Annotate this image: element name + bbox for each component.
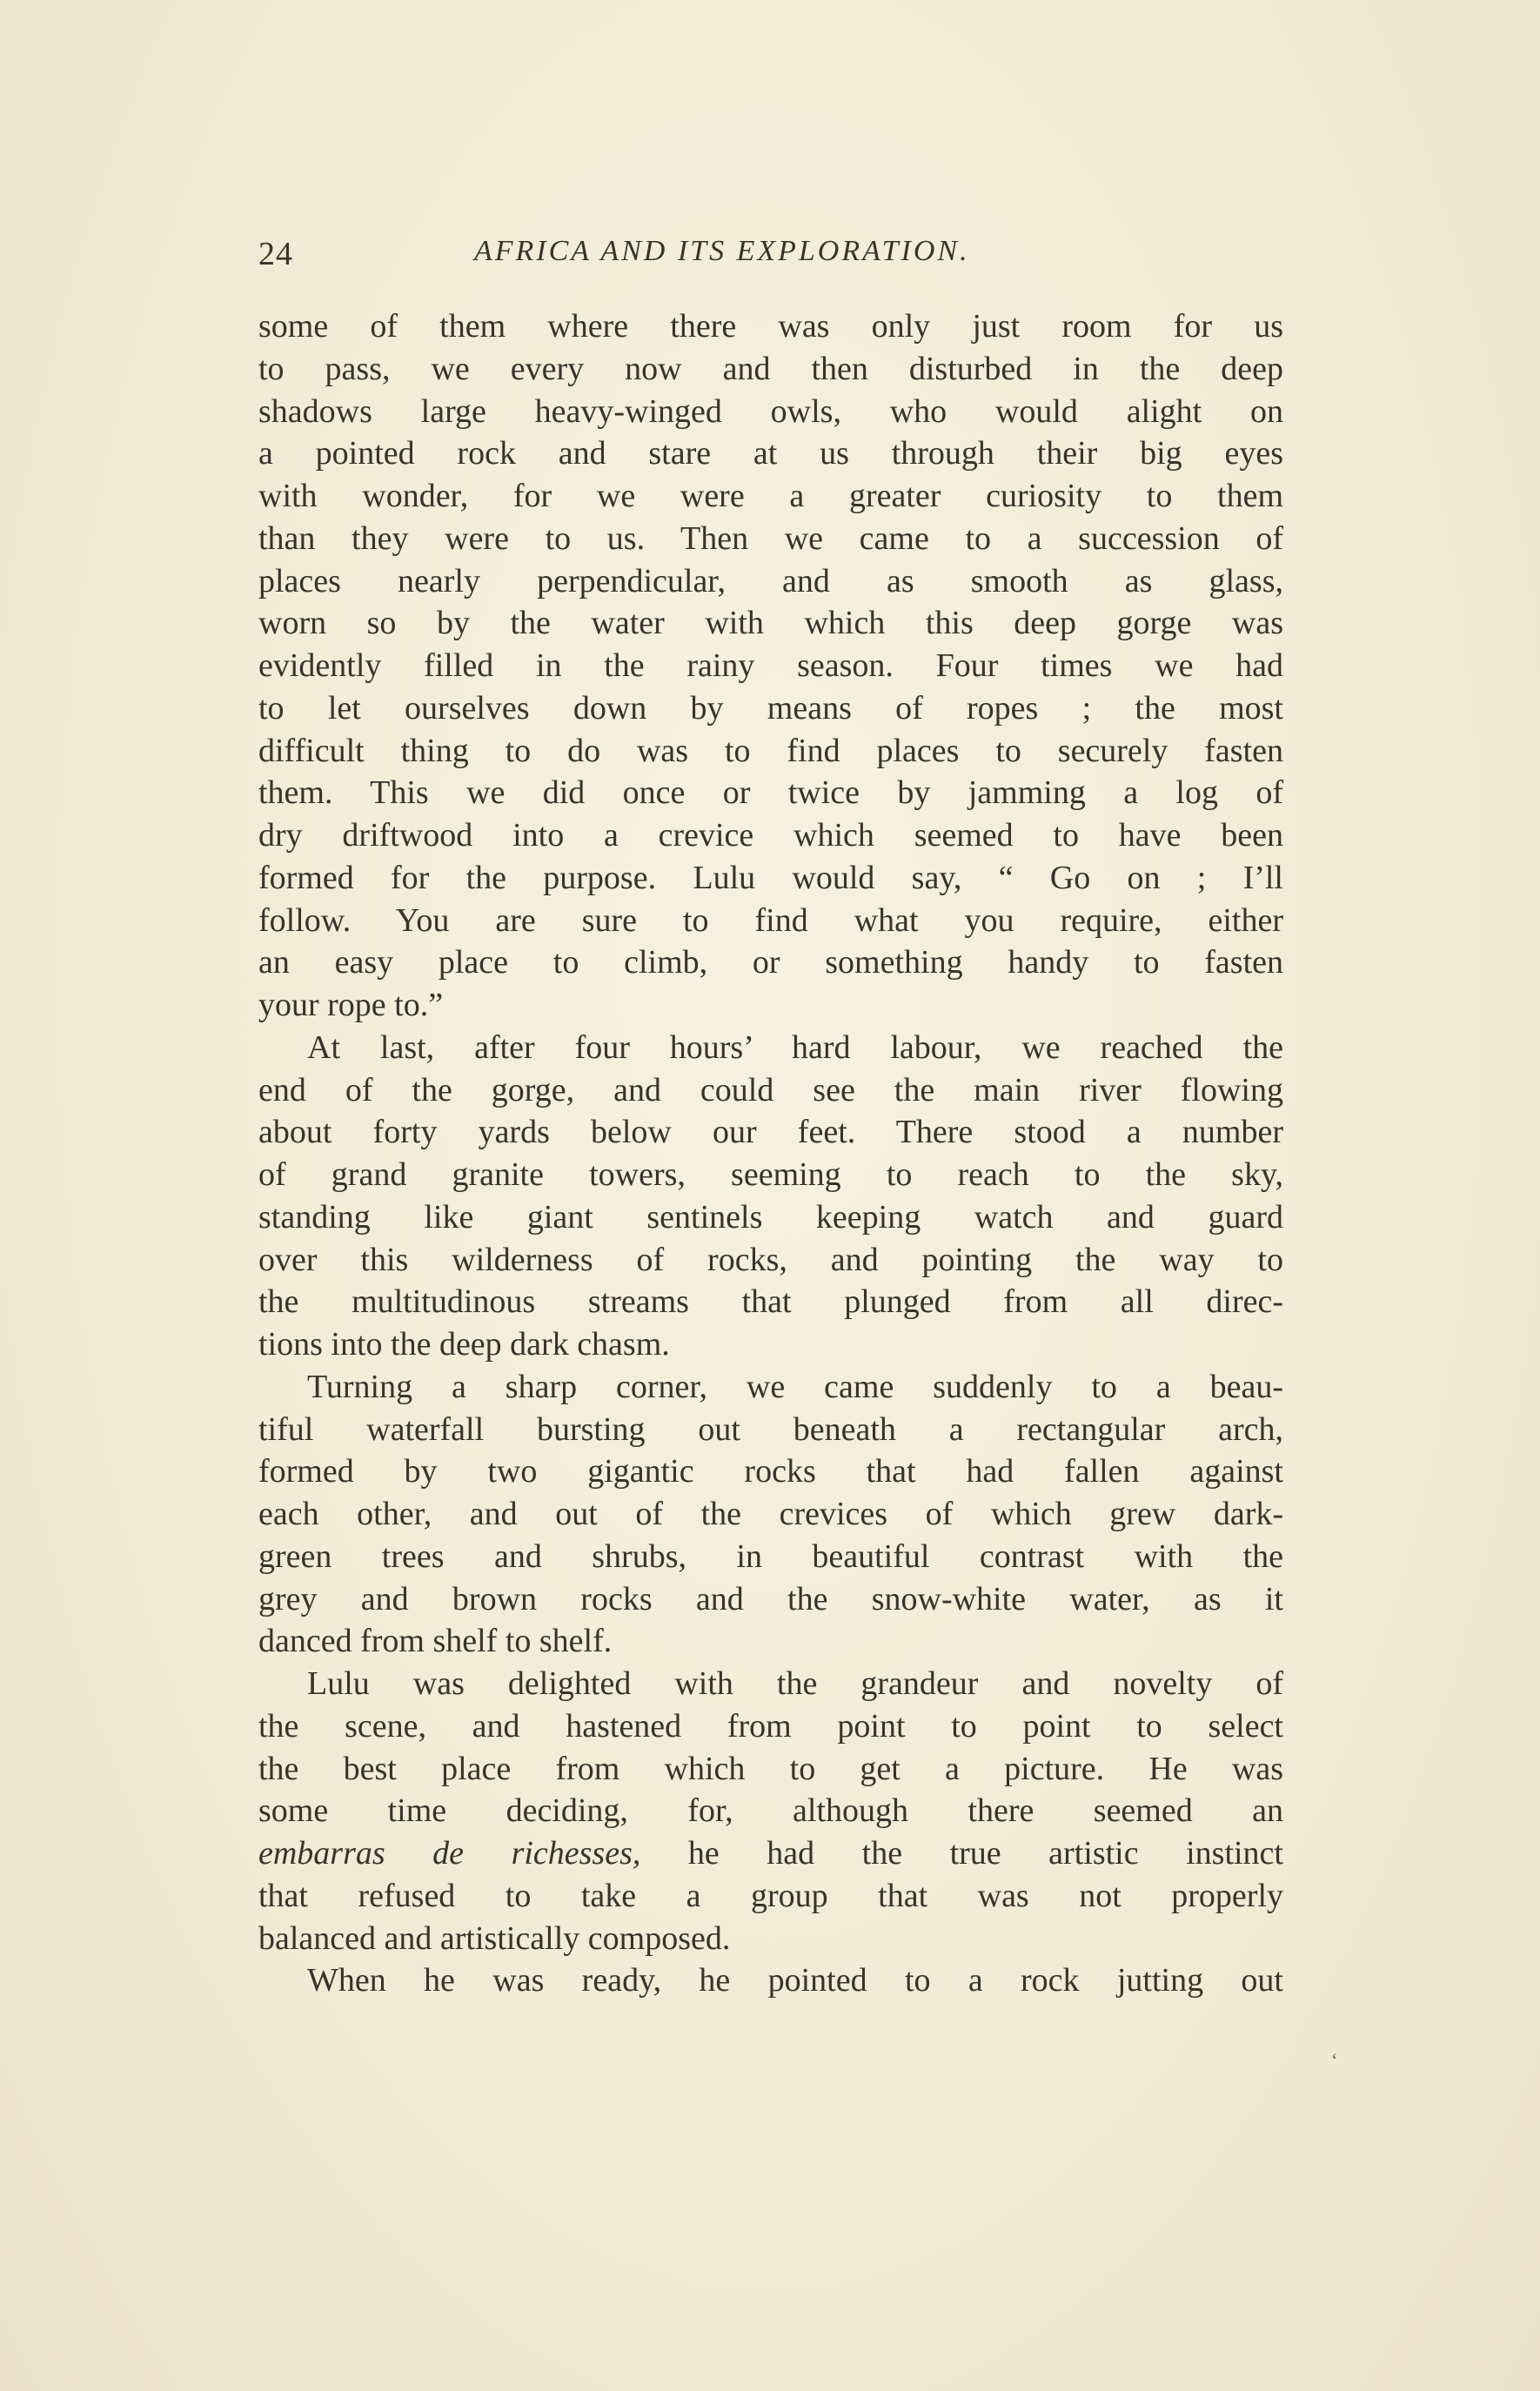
text-line: shadows large heavy-winged owls, who would alight on (258, 392, 1283, 430)
text-line: each other, and out of the crevices of which grew dark- (258, 1496, 1283, 1532)
text-line: balanced and artistically composed. (258, 1919, 731, 1957)
text-line: tiful waterfall bursting out beneath a rectangular arch, (258, 1410, 1283, 1448)
running-head: AFRICA AND ITS EXPLORATION. (474, 235, 970, 267)
text-line: evidently filled in the rainy season. Four times we had (258, 647, 1283, 684)
text-line: end of the gorge, and could see the main river flowing (258, 1071, 1283, 1108)
text-line: than they were to us. Then we came to a succession of (258, 519, 1283, 557)
text-line: to pass, we every now and then disturbed in the deep (258, 350, 1283, 387)
text-line-rest: he had the true artistic instinct (687, 1835, 1283, 1872)
text-line: worn so by the water with which this deep gorge was (258, 605, 1283, 642)
text-line: green trees and shrubs, in beautiful contrast with the (258, 1537, 1283, 1575)
margin-mark: ‘ (1331, 2049, 1338, 2071)
text-line: formed by two gigantic rocks that had fallen against (258, 1453, 1283, 1490)
text-line: to let ourselves down by means of ropes ; the most (258, 689, 1283, 727)
italic-phrase: embarras de richesses, (258, 1835, 641, 1872)
page-number: 24 (258, 236, 293, 272)
text-line: formed for the purpose. Lulu would say, “ Go on ; I’ll (258, 859, 1283, 896)
page-header (258, 235, 1283, 284)
body-text (258, 305, 1283, 2002)
text-line: the multitudinous streams that plunged from all direc- (258, 1283, 1283, 1321)
text-line: an easy place to climb, or something handy to fasten (258, 944, 1283, 981)
text-line: grey and brown rocks and the snow-white water, as it (258, 1580, 1283, 1617)
text-line: difficult thing to do was to find places to securely fasten (258, 732, 1283, 769)
text-line: tions into the deep dark chasm. (258, 1326, 670, 1363)
text-line: with wonder, for we were a greater curiosity to them (258, 478, 1283, 514)
text-line: places nearly perpendicular, and as smooth as glass, (258, 562, 1283, 599)
text-line: standing like giant sentinels keeping watch and guard (258, 1198, 1283, 1236)
text-line: some of them where there was only just room for us (258, 308, 1283, 345)
text-line: a pointed rock and stare at us through their big eyes (258, 435, 1283, 472)
text-line: dry driftwood into a crevice which seemed to have been (258, 817, 1283, 854)
text-line: of grand granite towers, seeming to reach to the sky, (258, 1156, 1283, 1193)
text-line: your rope to.” (258, 987, 444, 1023)
text-line: about forty yards below our feet. There stood a number (258, 1114, 1283, 1151)
text-line: them. This we did once or twice by jamming a log of (258, 774, 1283, 812)
text-line: the scene, and hastened from point to point to select (258, 1707, 1283, 1745)
text-line: danced from shelf to shelf. (258, 1623, 613, 1660)
text-line: Turning a sharp corner, we came suddenly to a beau- (307, 1368, 1283, 1405)
text-line: that refused to take a group that was not properly (258, 1877, 1283, 1914)
text-line: At last, after four hours’ hard labour, we reached the (307, 1028, 1283, 1066)
text-line: some time deciding, for, although there seemed an (258, 1792, 1283, 1830)
text-line: over this wilderness of rocks, and pointing the way to (258, 1241, 1283, 1278)
text-line-with-italic (258, 1832, 1283, 1875)
text-line: follow. You are sure to find what you require, either (258, 901, 1283, 939)
text-line: the best place from which to get a picture. He was (258, 1750, 1283, 1787)
text-line: Lulu was delighted with the grandeur and novelty of (307, 1665, 1283, 1702)
text-line: When he was ready, he pointed to a rock jutting out (307, 1962, 1283, 1999)
